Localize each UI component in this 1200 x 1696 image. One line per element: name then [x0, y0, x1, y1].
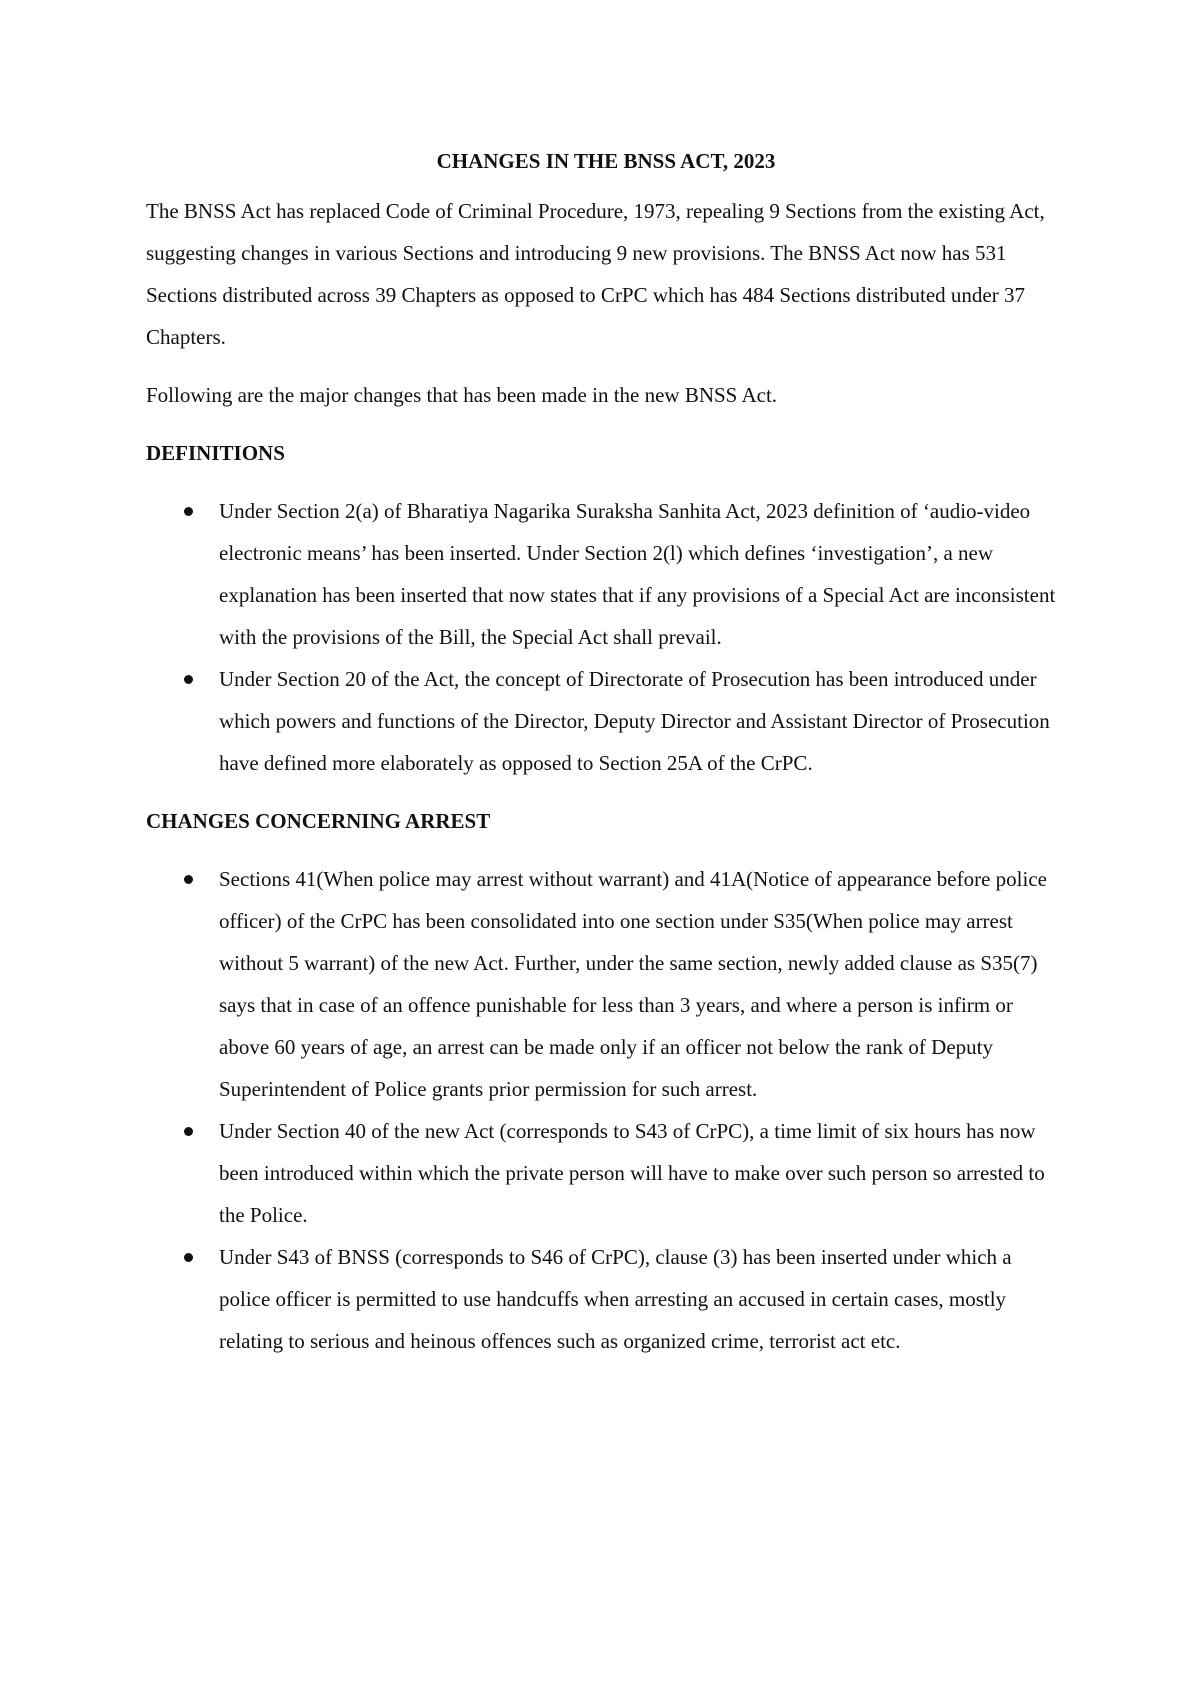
list-item-text: Under Section 2(a) of Bharatiya Nagarika Suraksha Sanhita Act, 2023 definition of ‘audio-video electronic means’ has been inserted. Under Section 2(l) which defines ‘investigation’, a new explanation has been inserted that now states that if any provisions of a Special Act are inconsistent with the provisions of the Bill, the Special Act shall prevail.: [219, 499, 1056, 649]
list-item: [146, 1110, 1066, 1236]
list-item: [146, 490, 1066, 658]
bullet-icon: [184, 507, 193, 516]
document-page: [146, 140, 1066, 1378]
section-heading-arrest: CHANGES CONCERNING ARREST: [146, 809, 491, 833]
list-item-text: Under Section 40 of the new Act (corresponds to S43 of CrPC), a time limit of six hours has now been introduced within which the private person will have to make over such person so arrested to the Police.: [219, 1119, 1045, 1227]
list-item: [146, 658, 1066, 784]
intro-paragraph: The BNSS Act has replaced Code of Criminal Procedure, 1973, repealing 9 Sections from the existing Act, suggesting changes in various Sections and introducing 9 new provisions. The BNSS Act now has 531 Sections distributed across 39 Chapters as opposed to CrPC which has 484 Sections distributed under 37 Chapters.: [146, 199, 1045, 349]
list-item-text: Under S43 of BNSS (corresponds to S46 of CrPC), clause (3) has been inserted under which a police officer is permitted to use handcuffs when arresting an accused in certain cases, mostly relating to serious and heinous offences such as organized crime, terrorist act etc.: [219, 1245, 1012, 1353]
bullet-icon: [184, 675, 193, 684]
bullet-icon: [184, 1253, 193, 1262]
document-title: CHANGES IN THE BNSS ACT, 2023: [436, 149, 776, 173]
list-item: [146, 1236, 1066, 1362]
section-heading-definitions: DEFINITIONS: [146, 441, 285, 465]
arrest-list: [146, 858, 1066, 1362]
lead-paragraph: Following are the major changes that has been made in the new BNSS Act.: [146, 383, 778, 407]
list-item: [146, 858, 1066, 1110]
list-item-text: Sections 41(When police may arrest without warrant) and 41A(Notice of appearance before police officer) of the CrPC has been consolidated into one section under S35(When police may arrest without 5 warrant) of the new Act. Further, under the same section, newly added clause as S35(7) says that in case of an offence punishable for less than 3 years, and where a person is infirm or above 60 years of age, an arrest can be made only if an officer not below the rank of Deputy Superintendent of Police grants prior permission for such arrest.: [219, 867, 1047, 1101]
bullet-icon: [184, 1127, 193, 1136]
bullet-icon: [184, 875, 193, 884]
definitions-list: [146, 490, 1066, 784]
list-item-text: Under Section 20 of the Act, the concept of Directorate of Prosecution has been introduced under which powers and functions of the Director, Deputy Director and Assistant Director of Prosecution have defined more elaborately as opposed to Section 25A of the CrPC.: [219, 667, 1050, 775]
